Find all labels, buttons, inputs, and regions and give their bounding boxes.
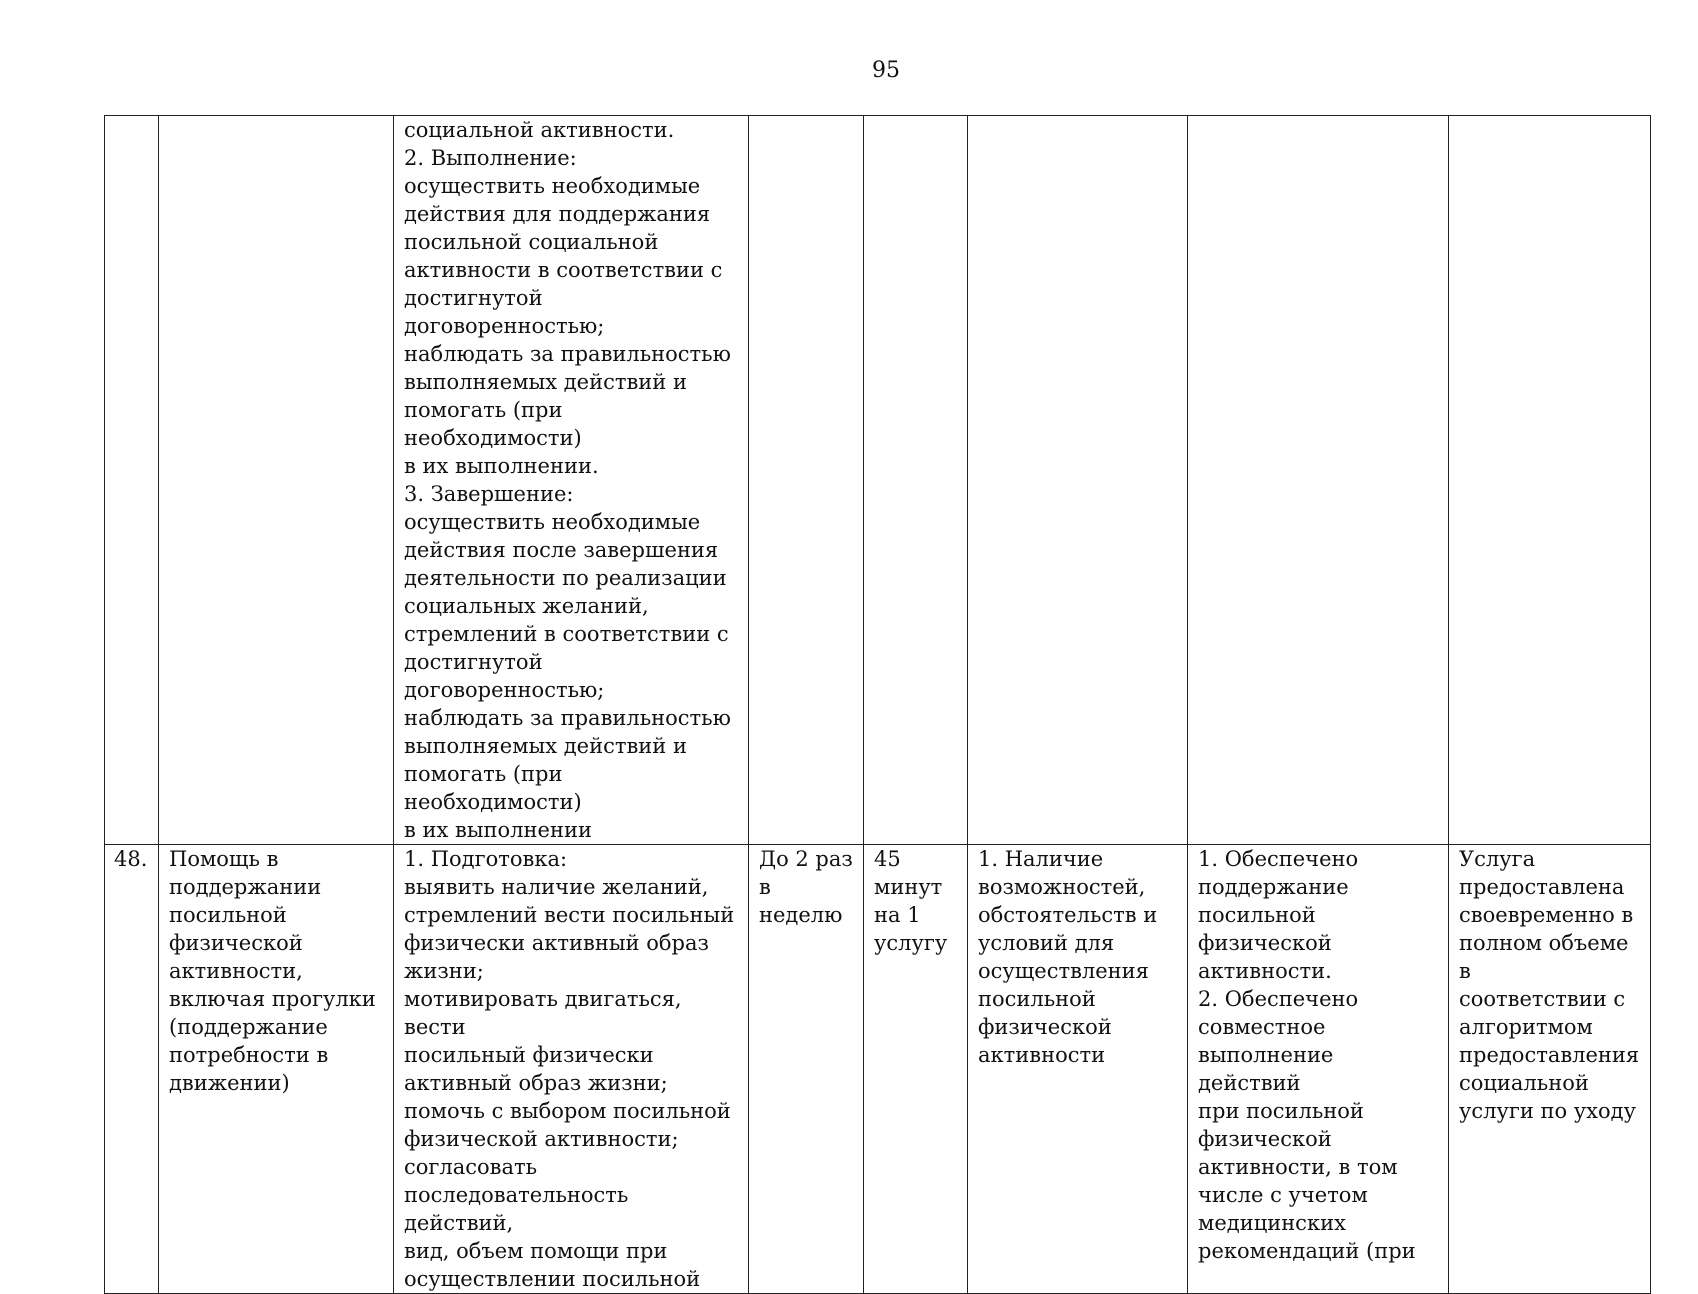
service-name-cell — [159, 116, 394, 845]
frequency-cell: До 2 раз в неделю — [749, 845, 864, 1294]
service-content-cell: социальной активности. 2. Выполнение: осуществить необходимые действия для поддержания посильной социальной активности в соответствии с достигнутой договоренностью; наблюдать за правильностью выполняемых действий и помогать (при необходимости) в их выполнении. 3. Завершение: осуществить необходимые действия после завершения деятельности по реализации социальных желаний, стремлений в соответствии с достигнутой договоренностью; наблюдать за правильностью выполняемых действий и помогать (при необходимости) в их выполнении — [394, 116, 749, 845]
row-number-cell — [105, 116, 159, 845]
services-table — [104, 115, 1651, 1294]
row-number-cell: 48. — [105, 845, 159, 1294]
service-name-cell: Помощь в поддержании посильной физической активности, включая прогулки (поддержание потребности в движении) — [159, 845, 394, 1294]
table-row — [105, 116, 1651, 845]
quality-cell — [1449, 116, 1651, 845]
results-cell — [1188, 116, 1449, 845]
page-number: 95 — [872, 58, 900, 83]
conditions-cell: 1. Наличие возможностей, обстоятельств и условий для осуществления посильной физической активности — [968, 845, 1188, 1294]
table-row — [105, 845, 1651, 1294]
quality-cell: Услуга предоставлена своевременно в полном объеме в соответствии с алгоритмом предоставления социальной услуги по уходу — [1449, 845, 1651, 1294]
conditions-cell — [968, 116, 1188, 845]
duration-cell — [864, 116, 968, 845]
service-content-cell: 1. Подготовка: выявить наличие желаний, стремлений вести посильный физически активный образ жизни; мотивировать двигаться, вести посильный физически активный образ жизни; помочь с выбором посильной физической активности; согласовать последовательность действий, вид, объем помощи при осуществлении посильной — [394, 845, 749, 1294]
results-cell: 1. Обеспечено поддержание посильной физической активности. 2. Обеспечено совместное выполнение действий при посильной физической активности, в том числе с учетом медицинских рекомендаций (при — [1188, 845, 1449, 1294]
duration-cell: 45 минут на 1 услугу — [864, 845, 968, 1294]
frequency-cell — [749, 116, 864, 845]
